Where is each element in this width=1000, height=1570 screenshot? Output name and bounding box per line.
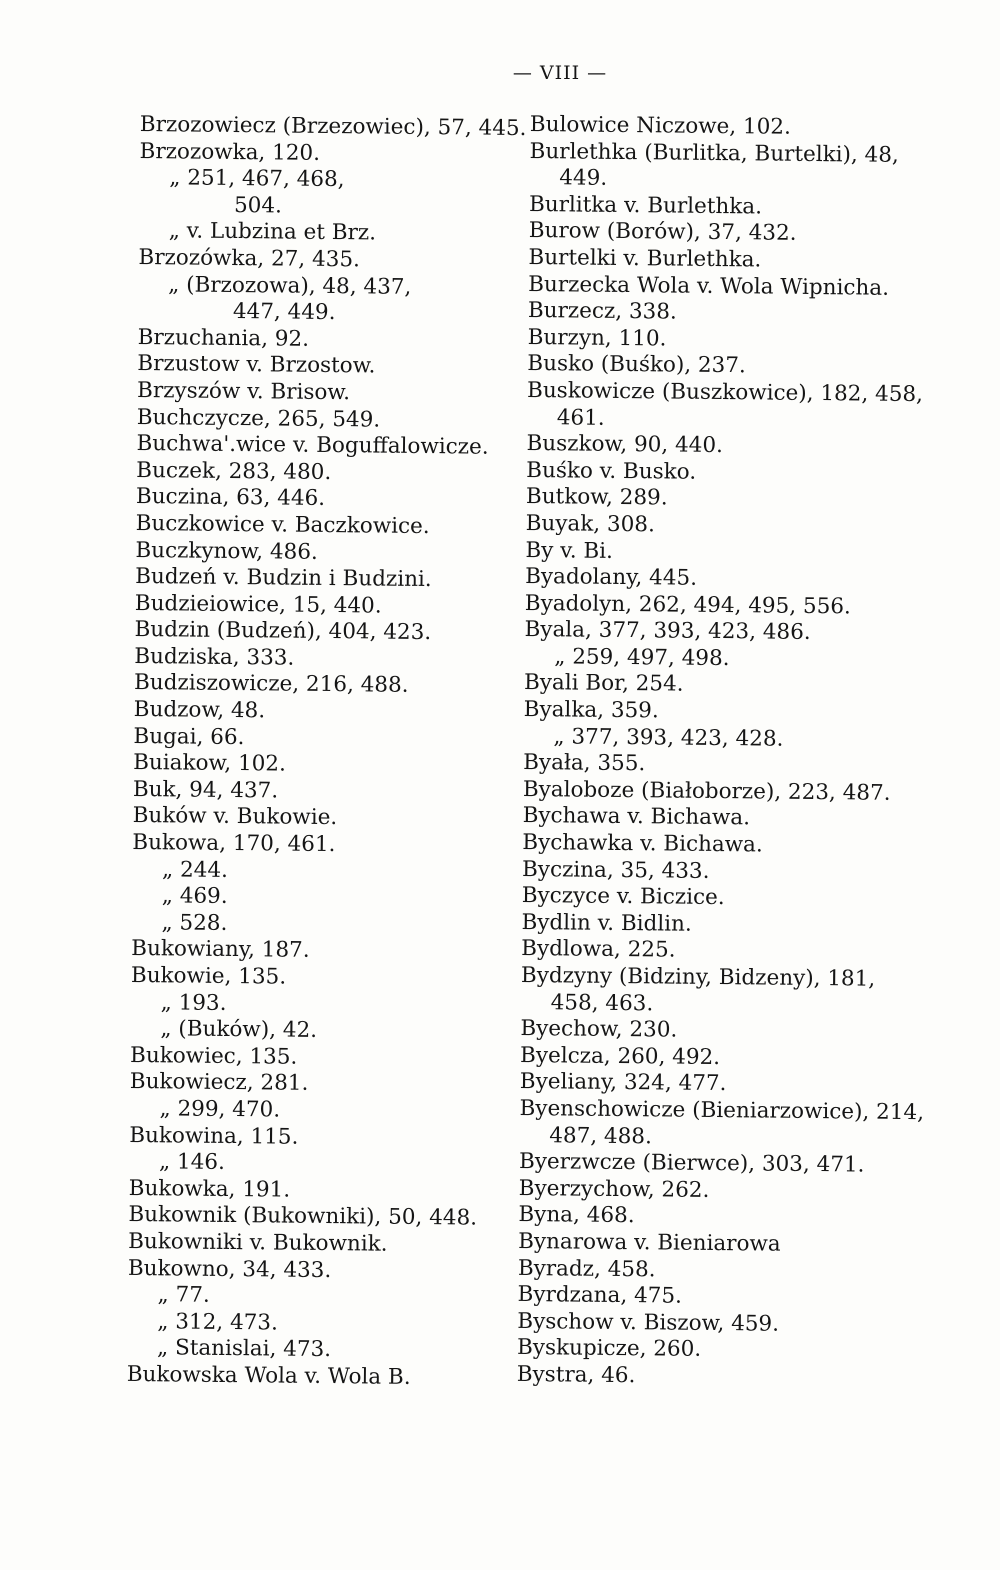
index-entry: Byradz, 458. <box>517 1255 656 1282</box>
index-entry: Brzozowka, 120. <box>139 138 321 166</box>
index-entry: Buczina, 63, 446. <box>135 484 326 512</box>
index-entry: Busko (Buśko), 237. <box>527 351 746 379</box>
index-entry: Buchwa'.wice v. Boguffalowicze. <box>136 431 489 460</box>
index-entry: Byechow, 230. <box>520 1016 678 1043</box>
index-entry: „ 312, 473. <box>157 1308 279 1336</box>
index-entry: Bychawka v. Bichawa. <box>522 829 763 858</box>
index-entry: Byskupicze, 260. <box>516 1335 702 1363</box>
index-entry: „ Stanislai, 473. <box>156 1335 332 1363</box>
index-entry: Buiakow, 102. <box>133 750 287 777</box>
index-entry: Bulowice Niczowe, 102. <box>529 112 792 140</box>
index-entry: „ (Buków), 42. <box>160 1016 318 1044</box>
index-entry: Brzozówka, 27, 435. <box>138 244 361 273</box>
index-entry: Byeliany, 324, 477. <box>519 1069 727 1097</box>
index-entry: Byała, 355. <box>523 750 646 777</box>
index-entry: Butkow, 289. <box>525 484 668 511</box>
index-entry: Burzecz, 338. <box>527 298 677 325</box>
index-entry: Byczina, 35, 433. <box>521 856 710 884</box>
index-entry: Byelcza, 260, 492. <box>519 1042 721 1070</box>
index-entry: „ 193. <box>160 989 227 1016</box>
index-entry: Bydlowa, 225. <box>521 936 676 963</box>
index-entry: Budzieiowice, 15, 440. <box>134 590 382 619</box>
index-entry: Burlitka v. Burlethka. <box>528 191 763 220</box>
index-entry: Byerzwcze (Bierwce), 303, 471. <box>518 1149 865 1178</box>
index-entry: „ 259, 497, 498. <box>554 644 730 671</box>
index-column-right <box>517 112 935 1393</box>
index-entry: Buyak, 308. <box>525 510 656 538</box>
index-entry: „ v. Lubzina et Brz. <box>168 218 377 246</box>
index-entry: „ 251, 467, 468, <box>169 165 345 193</box>
index-entry: Byna, 468. <box>518 1202 635 1229</box>
index-entry: Burzecka Wola v. Wola Wipnicha. <box>528 271 890 301</box>
index-entry: „ 377, 393, 423, 428. <box>553 723 784 752</box>
index-entry: Bukownik (Bukowniki), 50, 448. <box>128 1202 478 1231</box>
index-entry: Buśko v. Busko. <box>526 457 697 485</box>
index-entry: Bukowina, 115. <box>129 1122 299 1150</box>
index-entry: Bukowie, 135. <box>130 962 287 990</box>
index-entry: Bukowa, 170, 461. <box>132 829 336 858</box>
index-entry: Bukowka, 191. <box>128 1175 291 1203</box>
index-entry: 447, 449. <box>232 299 336 326</box>
index-entry: Buczkowice v. Baczkowice. <box>135 510 430 539</box>
index-entry: 487, 488. <box>549 1122 652 1149</box>
index-entry: Bychawa v. Bichawa. <box>522 803 751 831</box>
index-entry: „ 469. <box>161 883 228 910</box>
index-entry: Byalka, 359. <box>523 697 659 724</box>
index-entry: Bystra, 46. <box>516 1361 636 1389</box>
index-entry: Byrdzana, 475. <box>517 1282 683 1309</box>
index-entry: Bukowiecz, 281. <box>129 1069 309 1097</box>
index-entry: Bukowiany, 187. <box>131 936 310 964</box>
index-entry: Byali Bor, 254. <box>523 670 684 698</box>
index-entry: Buskowicze (Buszkowice), 182, 458, <box>526 377 924 408</box>
index-entry: Byala, 377, 393, 423, 486. <box>524 617 811 646</box>
index-entry: Byaloboze (Białoborze), 223, 487. <box>522 776 891 806</box>
index-entry: Bydzyny (Bidziny, Bidzeny), 181, <box>520 962 876 992</box>
index-entry: Bydlin v. Bidlin. <box>521 909 692 937</box>
index-entry: Buszkow, 90, 440. <box>526 431 724 459</box>
index-entry: „ 146. <box>158 1149 225 1176</box>
index-entry: Byczyce v. Biczice. <box>521 883 725 911</box>
index-entry: Budzin (Budzeń), 404, 423. <box>134 617 432 646</box>
index-entry: 458, 463. <box>550 989 654 1016</box>
index-entry: Buków v. Bukowie. <box>132 803 338 831</box>
index-entry: Byenschowicze (Bieniarzowice), 214, <box>519 1095 925 1126</box>
index-entry: Brzuchania, 92. <box>137 324 310 352</box>
index-entry: „ 299, 470. <box>159 1096 281 1123</box>
index-entry: Byschow v. Biszow, 459. <box>517 1308 780 1337</box>
index-entry: Brzozowiecz (Brzezowiec), 57, 445. <box>139 112 527 142</box>
index-entry: Byadolyn, 262, 494, 495, 556. <box>524 590 851 620</box>
index-entry: „ 244. <box>161 856 229 883</box>
index-entry: By v. Bi. <box>525 537 614 564</box>
index-entry: 461. <box>556 404 605 431</box>
index-entry: Buk, 94, 437. <box>132 776 279 804</box>
index-entry: 449. <box>559 165 608 191</box>
index-entry: „ 528. <box>161 910 228 936</box>
index-entry: Budziska, 333. <box>134 643 295 671</box>
index-column-left <box>127 112 527 1392</box>
index-entry: Brzyszów v. Brisow. <box>136 377 351 406</box>
index-entry: Burtelki v. Burlethka. <box>528 244 762 273</box>
index-entry: Buczek, 283, 480. <box>136 457 332 485</box>
index-entry: 504. <box>233 192 283 219</box>
index-entry: Burzyn, 110. <box>527 324 667 352</box>
index-entry: Bukowniki v. Bukownik. <box>128 1228 388 1257</box>
index-entry: Byerzychow, 262. <box>518 1175 710 1203</box>
index-entry: „ (Brzozowa), 48, 437, <box>168 271 412 300</box>
index-entry: Bukowska Wola v. Wola B. <box>126 1361 411 1390</box>
index-entry: Bukowiec, 135. <box>129 1042 298 1070</box>
index-entry: Buchczycze, 265, 549. <box>136 404 381 433</box>
index-entry: Byadolany, 445. <box>525 564 698 591</box>
index-entry: Budziszowicze, 216, 488. <box>133 670 409 699</box>
index-entry: Bukowno, 34, 433. <box>127 1255 332 1283</box>
page-number: — VIII — <box>512 62 608 84</box>
index-entry: Burow (Borów), 37, 432. <box>528 218 797 247</box>
index-entry: „ 77. <box>157 1282 210 1308</box>
index-entry: Budzow, 48. <box>133 697 266 724</box>
index-entry: Bugai, 66. <box>133 723 245 750</box>
index-entry: Burlethka (Burlitka, Burtelki), 48, <box>529 138 899 168</box>
index-entry: Buczkynow, 486. <box>135 537 318 565</box>
index-entry: Brzustow v. Brzostow. <box>137 351 376 379</box>
index-entry: Bynarowa v. Bieniarowa <box>518 1228 781 1257</box>
index-entry: Budzeń v. Budzin i Budzini. <box>135 564 432 593</box>
